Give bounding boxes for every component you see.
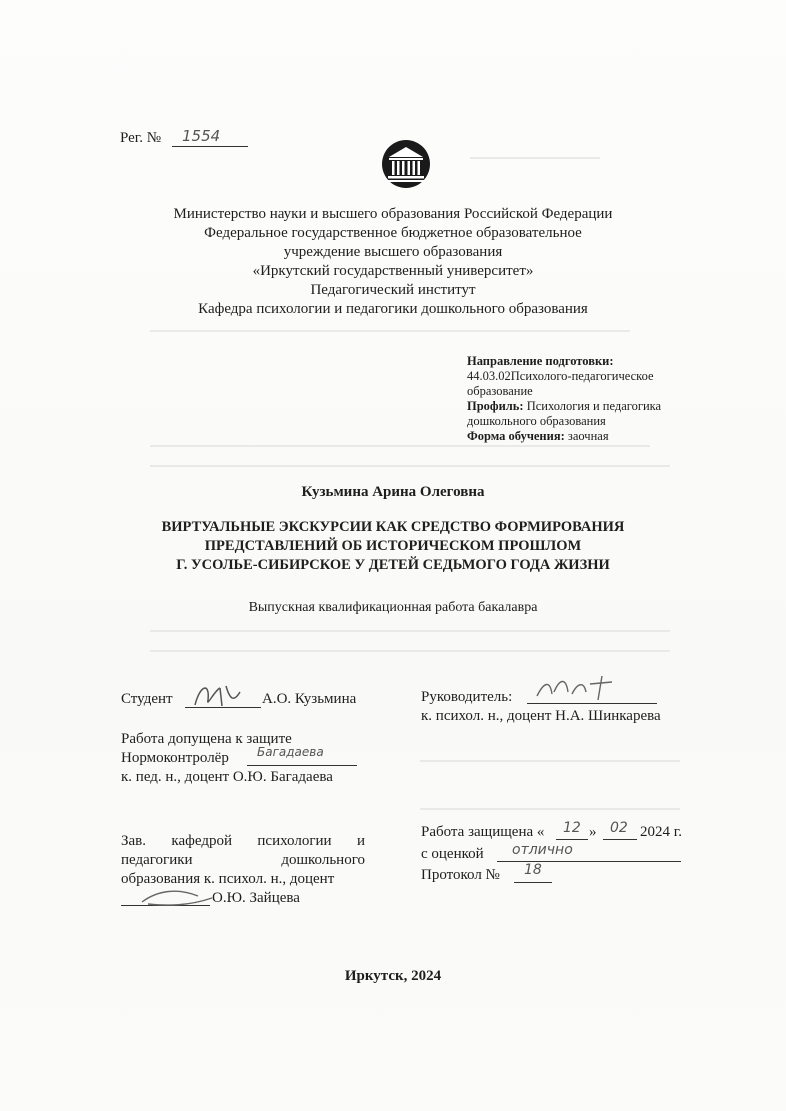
normcontrol-info: к. пед. н., доцент О.Ю. Багадаева — [121, 769, 333, 785]
supervisor-info: к. психол. н., доцент Н.А. Шинкарева — [421, 708, 661, 724]
student-name: А.О. Кузьмина — [262, 691, 357, 707]
thesis-title-line2: ПРЕДСТАВЛЕНИЙ ОБ ИСТОРИЧЕСКОМ ПРОШЛОМ — [204, 538, 582, 554]
profile-row — [467, 399, 661, 414]
defended-close-quote: » — [589, 824, 597, 840]
study-form-row — [467, 429, 661, 444]
show-through-marks — [150, 330, 630, 332]
head-word: и — [356, 833, 365, 849]
head-word: педагогики — [121, 852, 193, 868]
profile-value-cont: дошкольного образования — [467, 414, 606, 428]
university-building-icon — [381, 137, 431, 191]
study-form-value: заочная — [567, 429, 609, 443]
show-through-marks — [150, 465, 670, 467]
ministry-line: Министерство науки и высшего образования Российской Федерации — [173, 206, 613, 222]
thesis-title-line1: ВИРТУАЛЬНЫЕ ЭКСКУРСИИ КАК СРЕДСТВО ФОРМИРОВАНИЯ — [161, 519, 625, 535]
admitted-to-defense: Работа допущена к защите — [121, 731, 292, 747]
protocol-number: 18 — [524, 862, 542, 878]
head-line-2 — [121, 851, 365, 870]
normcontrol-signature-line — [247, 765, 357, 766]
institution-type-line: учреждение высшего образования — [283, 244, 503, 260]
city-year: Иркутск, 2024 — [344, 968, 442, 984]
university-name: «Иркутский государственный университет» — [252, 263, 534, 279]
program-info — [467, 354, 661, 444]
grade-value: отлично — [512, 842, 573, 858]
reg-number-underline — [172, 146, 248, 147]
normcontrol-signature: Багадаева — [257, 745, 324, 759]
head-word: Зав. — [121, 833, 147, 849]
head-word: дошкольного — [281, 852, 365, 868]
author-name: Кузьмина Арина Олеговна — [301, 484, 485, 500]
head-line-1 — [121, 832, 365, 851]
show-through-marks — [150, 445, 650, 447]
show-through-marks — [150, 650, 670, 652]
direction-value: 44.03.02Психолого-педагогическое — [467, 369, 654, 383]
defended-day: 12 — [563, 820, 581, 836]
profile-label: Профиль: — [467, 399, 524, 413]
head-line-3: образования к. психол. н., доцент — [121, 871, 335, 887]
thesis-title-line3: Г. УСОЛЬЕ-СИБИРСКОЕ У ДЕТЕЙ СЕДЬМОГО ГОДА ЖИЗНИ — [176, 557, 610, 573]
show-through-marks — [470, 157, 600, 159]
reg-number-handwritten: 1554 — [182, 127, 221, 145]
study-form-label: Форма обучения: — [467, 429, 565, 443]
defended-label: Работа защищена « — [421, 824, 545, 840]
student-label: Студент — [121, 691, 173, 707]
student-signature — [190, 680, 250, 715]
defended-year: 2024 г. — [640, 824, 682, 840]
defended-day-line — [556, 839, 588, 840]
direction-label: Направление подготовки: — [467, 354, 614, 368]
show-through-marks — [420, 808, 680, 810]
federal-line: Федеральное государственное бюджетное образовательное — [204, 225, 582, 241]
direction-value-cont: образование — [467, 384, 533, 398]
head-name: О.Ю. Зайцева — [212, 890, 300, 906]
profile-value: Психология и педагогика — [526, 399, 662, 413]
normcontrol-label: Нормоконтролёр — [121, 750, 229, 766]
department-name: Кафедра психологии и педагогики дошкольного образования — [198, 301, 588, 317]
defended-month-line — [603, 839, 637, 840]
supervisor-label: Руководитель: — [421, 689, 513, 705]
defended-month: 02 — [610, 820, 628, 836]
supervisor-signature — [532, 672, 632, 709]
head-word: психологии — [257, 833, 332, 849]
grade-label: с оценкой — [421, 846, 484, 862]
institute-name: Педагогический институт — [310, 282, 476, 298]
protocol-line — [514, 882, 552, 883]
head-word: кафедрой — [171, 833, 232, 849]
university-logo — [381, 137, 431, 191]
head-signature — [138, 884, 218, 915]
work-type: Выпускная квалификационная работа бакалавра — [248, 600, 538, 615]
reg-number-label: Рег. № — [120, 130, 162, 146]
show-through-marks — [420, 760, 680, 762]
protocol-label: Протокол № — [421, 867, 500, 883]
show-through-marks — [150, 630, 670, 632]
